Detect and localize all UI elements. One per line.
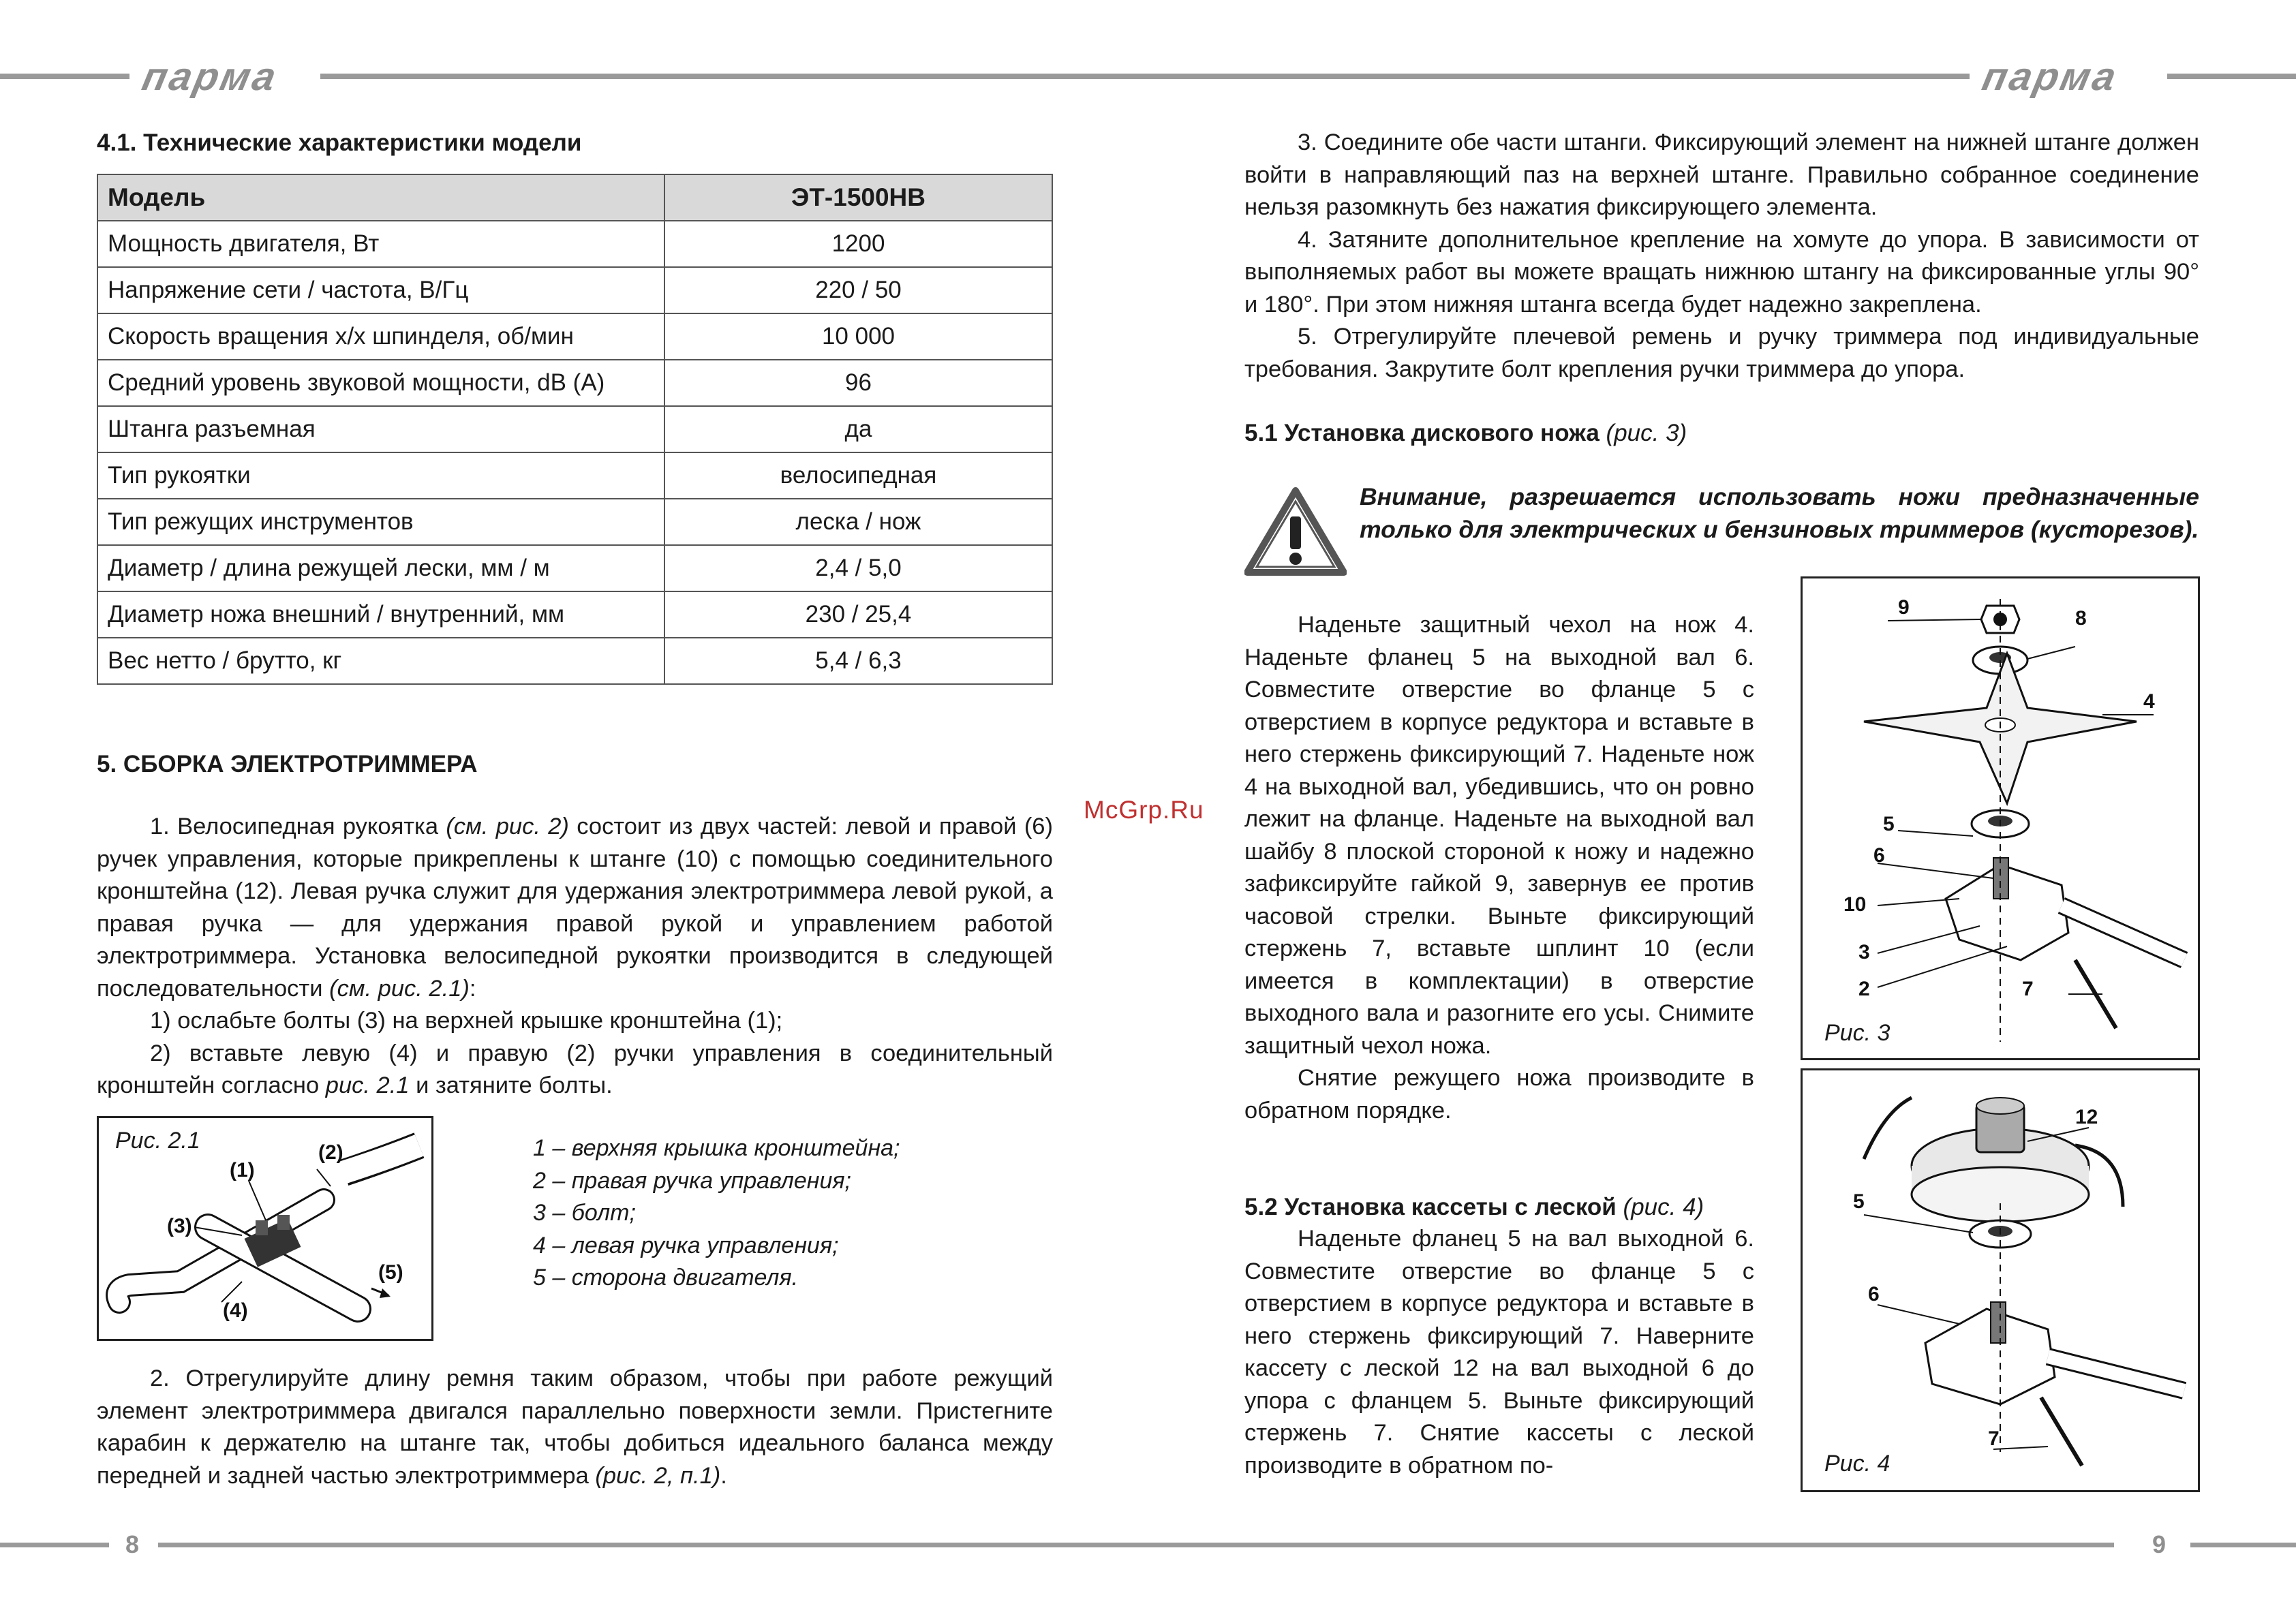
spec-table-header <box>97 174 1052 221</box>
table-row <box>97 267 1052 313</box>
table-row <box>97 591 1052 638</box>
spec-value: 96 <box>664 360 1052 406</box>
legend-item: 2 – правая ручка управления; <box>533 1167 852 1194</box>
fig21-label-2: (2) <box>318 1141 343 1164</box>
legend-item: 4 – левая ручка управления; <box>533 1232 839 1258</box>
right-intro-block <box>1244 127 2199 386</box>
spec-value: 230 / 25,4 <box>664 591 1052 638</box>
fig4-label-12: 12 <box>2075 1106 2098 1128</box>
spec-value: 10 000 <box>664 313 1052 360</box>
text-span: : <box>469 975 476 1002</box>
table-row <box>97 360 1052 406</box>
spec-param: Тип режущих инструментов <box>97 499 664 545</box>
fig3-label-10: 10 <box>1843 893 1867 916</box>
section-5-2-text <box>1244 1223 1754 1482</box>
paragraph-4: 4. Затяните дополнительное крепление на хомуте до упора. В зависимости от выполняемых работ вы можете вращать нижнюю штангу на фиксированные углы 90° и 180°. При этом нижняя штанга всегда будет надежно закреплена. <box>1244 226 2199 318</box>
spec-value: леска / нож <box>664 499 1052 545</box>
table-row <box>97 406 1052 452</box>
spec-table <box>97 174 1053 685</box>
spec-value: 5,4 / 6,3 <box>664 638 1052 684</box>
footer-rule-right <box>2190 1543 2296 1547</box>
figure-reference: рис. 2.1 <box>325 1072 410 1098</box>
table-row <box>97 313 1052 360</box>
spec-param: Диаметр / длина режущей лески, мм / м <box>97 545 664 591</box>
spec-value: 2,4 / 5,0 <box>664 545 1052 591</box>
fig21-label-1: (1) <box>230 1159 255 1181</box>
paragraph-knife-remove: Снятие режущего ножа производите в обратном порядке. <box>1244 1065 1754 1124</box>
spec-param: Мощность двигателя, Вт <box>97 221 664 267</box>
figure-reference: (см. рис. 2) <box>446 814 569 839</box>
paragraph-spool-install: Наденьте фланец 5 на вал выходной 6. Совместите отверстие во фланце 5 с отверстием в корпусе редуктора и вставьте в него стержень фиксирующий 7. Наверните кассету с леской 12 на вал выходной 6 до упора с фланцем 5. Выньте фиксирующий стержень 7. Снятие кассеты с леской производите в обратном по- <box>1244 1226 1754 1479</box>
fig3-label-4: 4 <box>2143 690 2155 713</box>
text-span: и затяните болты. <box>409 1072 613 1098</box>
spec-param: Средний уровень звуковой мощности, dB (A) <box>97 360 664 406</box>
spec-value: 1200 <box>664 221 1052 267</box>
spec-param: Штанга разъемная <box>97 406 664 452</box>
assembly-text-block <box>97 811 1053 1102</box>
text-span: состоит из двух частей: левой и правой (6) ручек управления, которые прикреплены к штанге (10) с помощью соединительного кронштейна (12). Левая ручка служит для удержания электротриммера левой рукой, а правая ручка — для удержания правой рукой и управлением работой электротриммера. Установка велосипедной рукоятки производится в следующей последовательности <box>97 814 1053 1002</box>
fig3-label-2: 2 <box>1858 978 1870 1000</box>
figure-reference: (см. рис. 2.1) <box>329 975 470 1002</box>
header-rule-middle <box>320 74 1970 79</box>
paragraph-3: 3. Соедините обе части штанги. Фиксирующий элемент на нижней штанге должен войти в направляющий паз на верхней штанге. Правильно собранное соединение нельзя разомкнуть без нажатия фиксирующего элемента. <box>1244 129 2199 220</box>
footer-rule-left <box>0 1543 109 1547</box>
text-span: 2. Отрегулируйте длину ремня таким образом, чтобы при работе режущий элемент электротриммера двигался параллельно поверхности земли. Пристегните карабин к держателю на штанге так, чтобы добиться идеального баланса между передней и задней частью электротриммера <box>97 1365 1053 1489</box>
warning-text: Внимание, разрешается использовать ножи предназначенные только для электрических и бензиновых триммеров (кусторезов). <box>1360 483 2199 543</box>
legend-item: 1 – верхняя крышка кронштейна; <box>533 1135 900 1161</box>
fig3-label-5: 5 <box>1883 813 1895 835</box>
handlebar-diagram <box>99 1118 431 1339</box>
fig4-label-5: 5 <box>1853 1190 1865 1213</box>
heading-text: 5.2 Установка кассеты с леской <box>1244 1194 1617 1220</box>
heading-text: 5.1 Установка дискового ножа <box>1244 420 1599 446</box>
text-span: . <box>720 1462 727 1489</box>
paragraph-5: 5. Отрегулируйте плечевой ремень и ручку триммера под индивидуальные требования. Закрутите болт крепления ручки триммера до упора. <box>1244 324 2199 382</box>
spool-diagram <box>1803 1070 2198 1490</box>
legend-item: 5 – сторона двигателя. <box>533 1265 799 1290</box>
figure-2-1-legend <box>533 1132 900 1295</box>
header-rule-right <box>2167 74 2296 79</box>
watermark: McGrp.Ru <box>1084 796 1204 824</box>
figure-4-caption: Рис. 4 <box>1824 1451 1891 1477</box>
legend-item: 3 – болт; <box>533 1200 636 1226</box>
warning-icon <box>1244 486 1347 576</box>
fig21-label-5: (5) <box>378 1261 403 1284</box>
step-2 <box>97 1038 1053 1102</box>
spec-header-model: Модель <box>97 174 664 221</box>
spec-value: да <box>664 406 1052 452</box>
fig3-label-7: 7 <box>2022 978 2034 1000</box>
fig3-label-8: 8 <box>2075 607 2087 630</box>
fig3-label-6: 6 <box>1873 844 1885 867</box>
fig21-label-3: (3) <box>167 1215 192 1237</box>
figure-reference: (рис. 3) <box>1599 420 1687 446</box>
figure-3 <box>1801 576 2200 1060</box>
section-5-2-title <box>1244 1191 1704 1223</box>
figure-4 <box>1801 1068 2200 1492</box>
figure-2-1-caption: Рис. 2.1 <box>115 1128 200 1154</box>
spec-param: Напряжение сети / частота, В/Гц <box>97 267 664 313</box>
table-row <box>97 221 1052 267</box>
section-5-1-title <box>1244 417 1687 449</box>
page-number-left: 8 <box>125 1530 140 1558</box>
spec-header-model-value: ЭТ-1500НВ <box>664 174 1052 221</box>
spec-value: велосипедная <box>664 452 1052 499</box>
step-1: 1) ослабьте болты (3) на верхней крышке кронштейна (1); <box>150 1008 783 1034</box>
figure-reference: (рис. 2, п.1) <box>595 1462 721 1489</box>
brand-logo-left: парма <box>138 55 283 99</box>
fig4-label-7: 7 <box>1988 1427 2000 1450</box>
table-row <box>97 638 1052 684</box>
header-rule-left <box>0 74 129 79</box>
disc-knife-diagram <box>1803 578 2198 1058</box>
brand-logo-right: парма <box>1978 55 2123 99</box>
spec-param: Тип рукоятки <box>97 452 664 499</box>
table-row <box>97 545 1052 591</box>
paragraph-strap <box>97 1363 1053 1492</box>
table-row <box>97 452 1052 499</box>
spec-value: 220 / 50 <box>664 267 1052 313</box>
fig4-label-6: 6 <box>1868 1283 1880 1305</box>
paragraph-knife-install: Наденьте защитный чехол на нож 4. Наденьте фланец 5 на выходной вал 6. Совместите отверстие во фланце 5 с отверстием в корпусе редуктора и вставьте в него стержень фиксирующий 7. Наденьте нож 4 на выходной вал, убедившись, что он ровно лежит на фланце. Наденьте на выходной вал шайбу 8 плоской стороной к ножу и надежно зафиксируйте гайкой 9, завернув ее против часовой стрелки. Выньте фиксирующий стержень 7, вставьте шплинт 10 (если имеется в комплектации) в отверстие выходного вала и разогните его усы. Снимите защитный чехол ножа. <box>1244 612 1754 1059</box>
fig21-label-4: (4) <box>223 1299 248 1322</box>
text-span: 1. Велосипедная рукоятка <box>150 814 446 839</box>
paragraph-handle <box>97 811 1053 1005</box>
section-4-1-title: 4.1. Технические характеристики модели <box>97 129 582 156</box>
figure-reference: (рис. 4) <box>1616 1194 1704 1220</box>
text-span: 2) вставьте левую (4) и правую (2) ручки управления в соединительный кронштейн согласно <box>97 1040 1053 1098</box>
table-row <box>97 499 1052 545</box>
spec-param: Вес нетто / брутто, кг <box>97 638 664 684</box>
fig3-label-3: 3 <box>1858 941 1870 963</box>
spec-param: Диаметр ножа внешний / внутренний, мм <box>97 591 664 638</box>
page-number-right: 9 <box>2152 1530 2167 1558</box>
figure-2-1 <box>97 1116 433 1341</box>
strap-paragraph <box>97 1363 1053 1492</box>
footer-rule-middle <box>158 1543 2114 1547</box>
fig3-label-9: 9 <box>1898 596 1910 619</box>
section-5-title: 5. СБОРКА ЭЛЕКТРОТРИММЕРА <box>97 751 478 777</box>
section-5-1-text <box>1244 609 1754 1127</box>
spec-param: Скорость вращения х/х шпинделя, об/мин <box>97 313 664 360</box>
figure-3-caption: Рис. 3 <box>1824 1020 1891 1046</box>
